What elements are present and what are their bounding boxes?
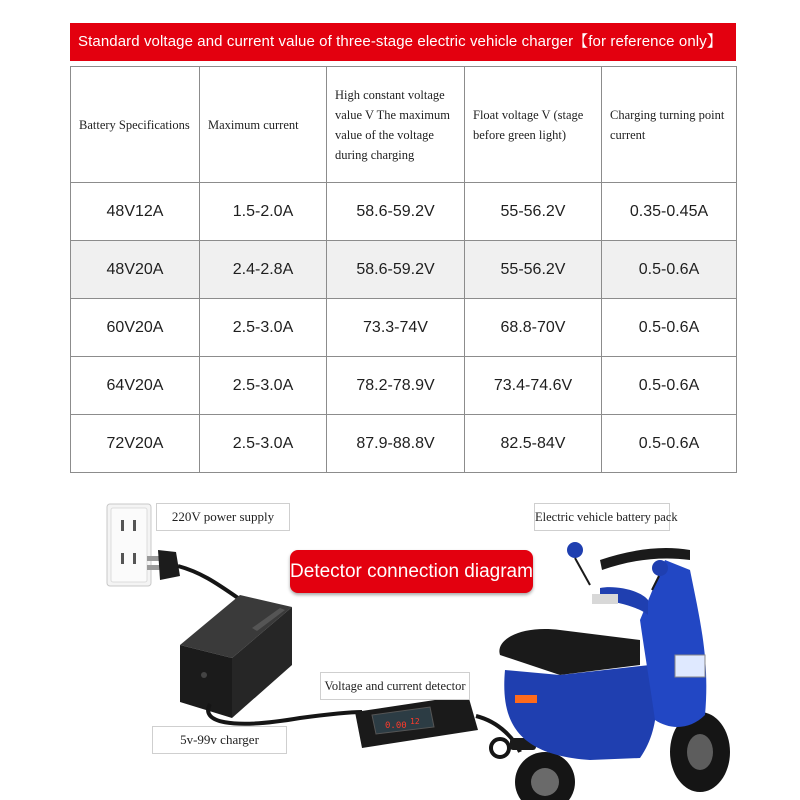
table-row bbox=[71, 241, 737, 299]
cell-constant-voltage: 78.2-78.9V bbox=[327, 357, 465, 415]
cell-float-voltage: 82.5-84V bbox=[465, 415, 602, 473]
charger-label: 5v-99v charger bbox=[152, 726, 287, 754]
cell-max-current: 1.5-2.0A bbox=[200, 183, 327, 241]
cell-turning-current: 0.5-0.6A bbox=[602, 415, 737, 473]
cell-max-current: 2.5-3.0A bbox=[200, 357, 327, 415]
cell-battery-spec: 64V20A bbox=[71, 357, 200, 415]
power-plug-icon bbox=[147, 550, 180, 580]
header-constant-voltage: High constant voltage value V The maximum value of the voltage during charging bbox=[327, 67, 465, 183]
cell-constant-voltage: 58.6-59.2V bbox=[327, 183, 465, 241]
cell-constant-voltage: 87.9-88.8V bbox=[327, 415, 465, 473]
cell-float-voltage: 73.4-74.6V bbox=[465, 357, 602, 415]
power-supply-label: 220V power supply bbox=[156, 503, 290, 531]
cell-max-current: 2.4-2.8A bbox=[200, 241, 327, 299]
header-float-voltage: Float voltage V (stage before green light) bbox=[465, 67, 602, 183]
connection-diagram-illustration bbox=[0, 490, 800, 800]
svg-text:0.00: 0.00 bbox=[385, 721, 407, 731]
cell-battery-spec: 48V20A bbox=[71, 241, 200, 299]
diagram-title: Detector connection diagram bbox=[290, 550, 533, 593]
detector-label: Voltage and current detector bbox=[320, 672, 470, 700]
table-header-row bbox=[71, 67, 737, 183]
charger-brick-icon bbox=[180, 595, 292, 718]
electric-scooter-icon bbox=[499, 542, 730, 800]
power-cable bbox=[178, 566, 238, 598]
cell-turning-current: 0.5-0.6A bbox=[602, 357, 737, 415]
cell-constant-voltage: 58.6-59.2V bbox=[327, 241, 465, 299]
table-title-banner: Standard voltage and current value of three-stage electric vehicle charger【for reference only】 bbox=[70, 23, 736, 61]
cell-battery-spec: 48V12A bbox=[71, 183, 200, 241]
cell-constant-voltage: 73.3-74V bbox=[327, 299, 465, 357]
cell-turning-current: 0.5-0.6A bbox=[602, 241, 737, 299]
cell-max-current: 2.5-3.0A bbox=[200, 415, 327, 473]
cell-battery-spec: 60V20A bbox=[71, 299, 200, 357]
cell-max-current: 2.5-3.0A bbox=[200, 299, 327, 357]
voltage-current-detector-icon bbox=[355, 695, 478, 748]
svg-text:12: 12 bbox=[410, 717, 420, 726]
header-max-current: Maximum current bbox=[200, 67, 327, 183]
battery-pack-label: Electric vehicle battery pack bbox=[534, 503, 670, 531]
table-row bbox=[71, 357, 737, 415]
cell-float-voltage: 55-56.2V bbox=[465, 183, 602, 241]
wall-outlet-icon bbox=[107, 504, 151, 586]
header-battery-spec: Battery Specifications bbox=[71, 67, 200, 183]
table-row bbox=[71, 299, 737, 357]
header-turning-current: Charging turning point current bbox=[602, 67, 737, 183]
cell-turning-current: 0.35-0.45A bbox=[602, 183, 737, 241]
cell-battery-spec: 72V20A bbox=[71, 415, 200, 473]
cell-float-voltage: 68.8-70V bbox=[465, 299, 602, 357]
charger-spec-table bbox=[70, 66, 737, 473]
table-row bbox=[71, 415, 737, 473]
cell-turning-current: 0.5-0.6A bbox=[602, 299, 737, 357]
cell-float-voltage: 55-56.2V bbox=[465, 241, 602, 299]
table-row bbox=[71, 183, 737, 241]
